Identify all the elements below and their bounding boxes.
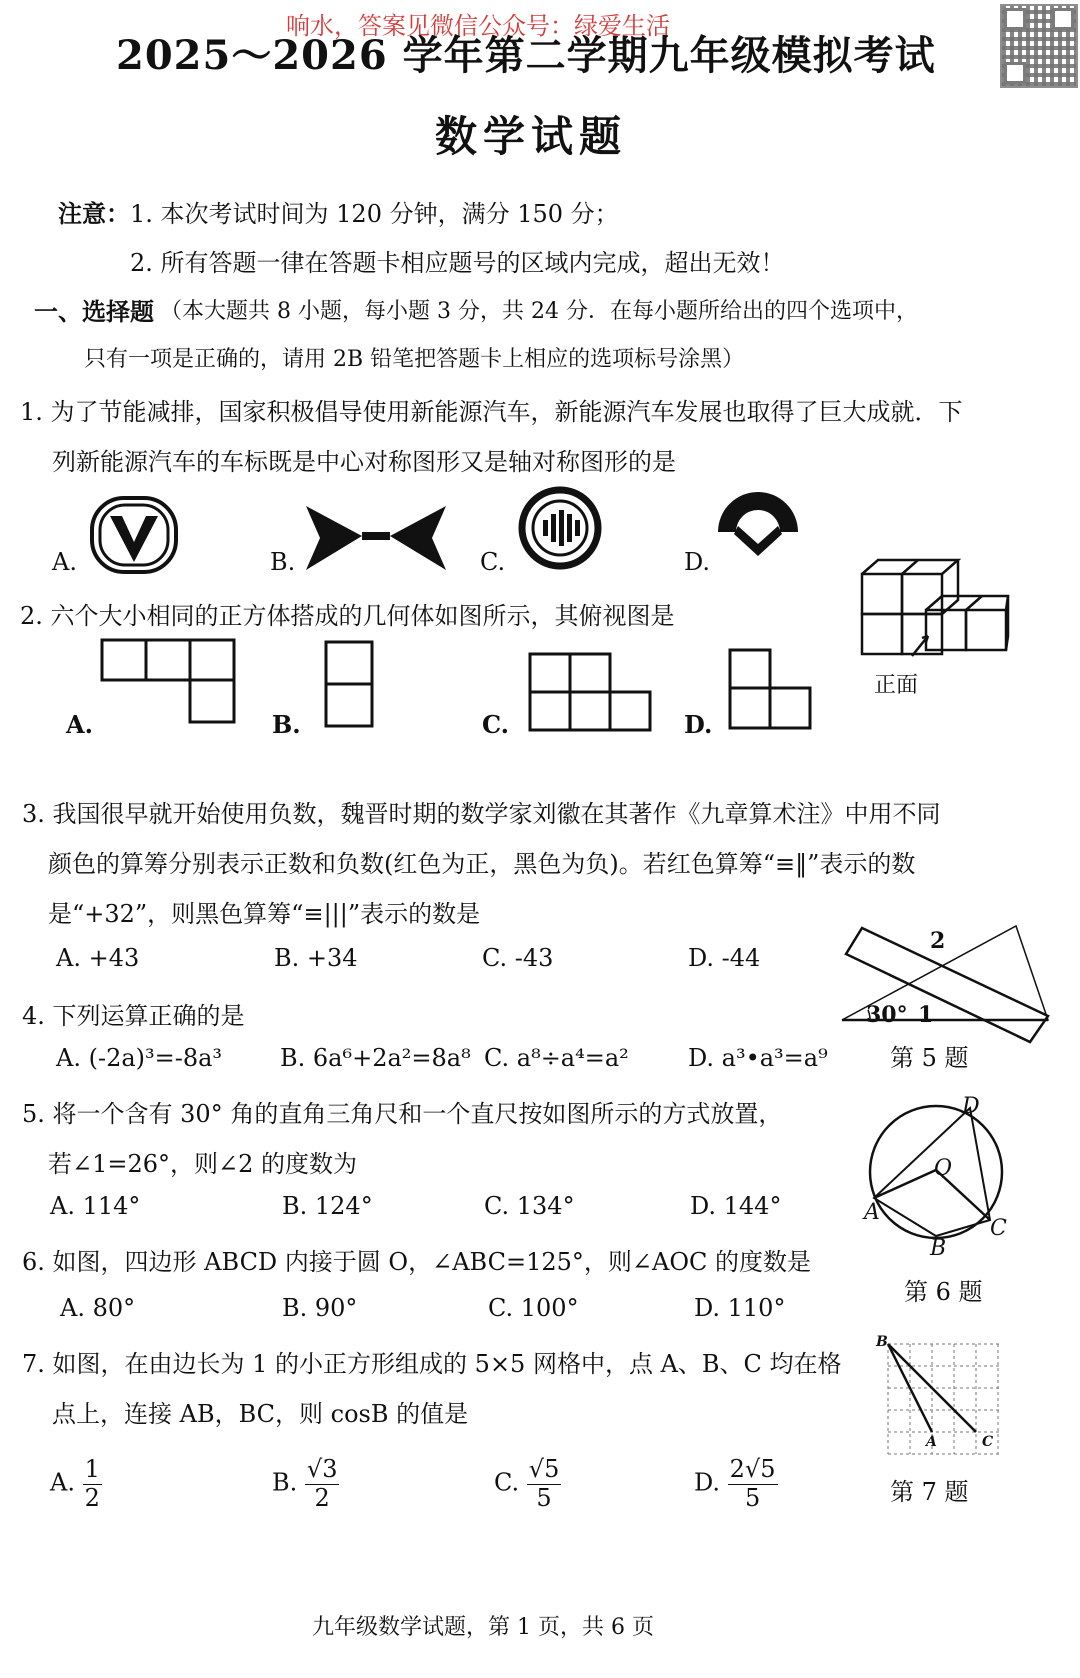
q7-option-c-fraction: $\frac{√5}{5}$ bbox=[528, 1455, 560, 1512]
section-heading: 一、选择题 bbox=[34, 297, 154, 326]
q3-option-b: B. +34 bbox=[274, 944, 358, 972]
q6-option-a: A. 80° bbox=[60, 1294, 136, 1322]
q6-option-d: D. 110° bbox=[694, 1294, 786, 1322]
q7-option-c: C. $\frac{√5}{5}$ bbox=[494, 1455, 560, 1512]
q6-text-1: 6. 如图，四边形 ABCD 内接于圆 O，∠ABC=125°，则∠AOC 的度数是 bbox=[22, 1248, 812, 1276]
q3-text-3: 是“+32”，则黑色算筹“≡|||”表示的数是 bbox=[48, 900, 481, 928]
exam-title: 2025～2026 学年第二学期九年级模拟考试 bbox=[116, 32, 936, 79]
q6-point-a: A bbox=[864, 1200, 880, 1225]
page-footer: 九年级数学试题，第 1 页，共 6 页 bbox=[312, 1615, 654, 1640]
q1-option-a: A. bbox=[52, 548, 77, 576]
q3-option-c: C. -43 bbox=[482, 944, 554, 972]
notes-label: 注意： bbox=[58, 199, 130, 228]
q2-top-view-b bbox=[324, 640, 374, 728]
section-desc-1: （本大题共 8 小题，每小题 3 分，共 24 分．在每小题所给出的四个选项中， bbox=[160, 299, 918, 324]
q5-option-a: A. 114° bbox=[50, 1192, 141, 1220]
q2-option-d: D. bbox=[684, 710, 713, 739]
q5-option-d: D. 144° bbox=[690, 1192, 782, 1220]
q7-option-a-fraction: $\frac{1}{2}$ bbox=[84, 1455, 100, 1512]
logo-a-icon bbox=[88, 494, 180, 576]
q7-text-1: 7. 如图，在由边长为 1 的小正方形组成的 5×5 网格中，点 A、B、C 均在格 bbox=[22, 1350, 842, 1378]
q4-option-c: C. a⁸÷a⁴=a² bbox=[484, 1044, 629, 1072]
q6-option-c: C. 100° bbox=[488, 1294, 579, 1322]
paper-subtitle: 数学试题 bbox=[435, 112, 628, 161]
q2-cube-figure bbox=[858, 556, 1008, 664]
q7-point-b: B bbox=[876, 1334, 888, 1350]
q6-point-b: B bbox=[930, 1236, 947, 1261]
q7-text-2: 点上，连接 AB，BC，则 cosB 的值是 bbox=[52, 1400, 469, 1428]
q2-top-view-a bbox=[100, 638, 236, 724]
q5-angle-1-label: 1 bbox=[918, 1002, 934, 1028]
logo-d-icon bbox=[716, 490, 800, 558]
q2-top-view-c bbox=[528, 652, 654, 732]
q1-option-b: B. bbox=[270, 548, 296, 576]
note-1: 1. 本次考试时间为 120 分钟，满分 150 分； bbox=[130, 200, 619, 228]
q3-text-1: 3. 我国很早就开始使用负数，魏晋时期的数学家刘徽在其著作《九章算术注》中用不同 bbox=[22, 800, 941, 828]
logo-c-icon bbox=[518, 486, 602, 570]
note-2: 2. 所有答题一律在答题卡相应题号的区域内完成，超出无效！ bbox=[130, 249, 785, 277]
q4-option-a: A. (-2a)³=-8a³ bbox=[56, 1044, 223, 1072]
q2-front-label: 正面 bbox=[874, 673, 919, 698]
q5-text-2: 若∠1=26°，则∠2 的度数为 bbox=[48, 1150, 358, 1178]
q7-point-a: A bbox=[926, 1434, 937, 1450]
q7-option-a: A. $\frac{1}{2}$ bbox=[50, 1455, 100, 1512]
q6-caption: 第 6 题 bbox=[904, 1278, 983, 1306]
q4-option-b: B. 6a⁶+2a²=8a⁸ bbox=[280, 1044, 471, 1072]
q6-point-o: O bbox=[934, 1156, 953, 1181]
watermark-text: 响水，答案见微信公众号：绿爱生活 bbox=[286, 12, 670, 40]
q1-text-1: 1. 为了节能减排，国家积极倡导使用新能源汽车，新能源汽车发展也取得了巨大成就．下 bbox=[20, 398, 963, 426]
q1-option-d: D. bbox=[684, 548, 711, 576]
q5-option-b: B. 124° bbox=[282, 1192, 373, 1220]
q7-option-d-fraction: $\frac{2√5}{5}$ bbox=[729, 1455, 776, 1512]
q1-text-2: 列新能源汽车的车标既是中心对称图形又是轴对称图形的是 bbox=[52, 448, 676, 476]
q7-option-b-fraction: $\frac{√3}{2}$ bbox=[306, 1455, 338, 1512]
q2-text-1: 2. 六个大小相同的正方体搭成的几何体如图所示，其俯视图是 bbox=[20, 602, 675, 630]
q1-option-c: C. bbox=[480, 548, 506, 576]
q2-option-a: A. bbox=[66, 710, 93, 739]
section-desc-2: 只有一项是正确的，请用 2B 铅笔把答题卡上相应的选项标号涂黑） bbox=[84, 347, 745, 372]
q2-option-b: B. bbox=[272, 710, 301, 739]
q4-option-d: D. a³•a³=a⁹ bbox=[688, 1044, 828, 1072]
q5-option-c: C. 134° bbox=[484, 1192, 575, 1220]
q7-point-c: C bbox=[982, 1434, 994, 1450]
q2-option-c: C. bbox=[482, 710, 510, 739]
q7-caption: 第 7 题 bbox=[890, 1478, 969, 1506]
q2-top-view-d bbox=[728, 648, 812, 732]
logo-b-icon bbox=[306, 506, 446, 570]
q6-point-d: D bbox=[962, 1094, 980, 1119]
q3-text-2: 颜色的算筹分别表示正数和负数(红色为正，黑色为负)。若红色算筹“≡‖”表示的数 bbox=[48, 850, 916, 878]
q5-caption: 第 5 题 bbox=[890, 1044, 969, 1072]
q7-option-b: B. $\frac{√3}{2}$ bbox=[272, 1455, 338, 1512]
qr-code-icon bbox=[1000, 4, 1078, 88]
q7-option-d: D. $\frac{2√5}{5}$ bbox=[694, 1455, 776, 1512]
q4-text-1: 4. 下列运算正确的是 bbox=[22, 1002, 245, 1030]
q6-option-b: B. 90° bbox=[282, 1294, 358, 1322]
q5-text-1: 5. 将一个含有 30° 角的直角三角尺和一个直尺按如图所示的方式放置， bbox=[22, 1100, 783, 1128]
q3-option-a: A. +43 bbox=[56, 944, 140, 972]
q3-option-d: D. -44 bbox=[688, 944, 761, 972]
q5-angle-2-label: 2 bbox=[930, 928, 946, 954]
q5-angle-30-label: 30° bbox=[866, 1002, 908, 1028]
q6-point-c: C bbox=[990, 1216, 1007, 1241]
